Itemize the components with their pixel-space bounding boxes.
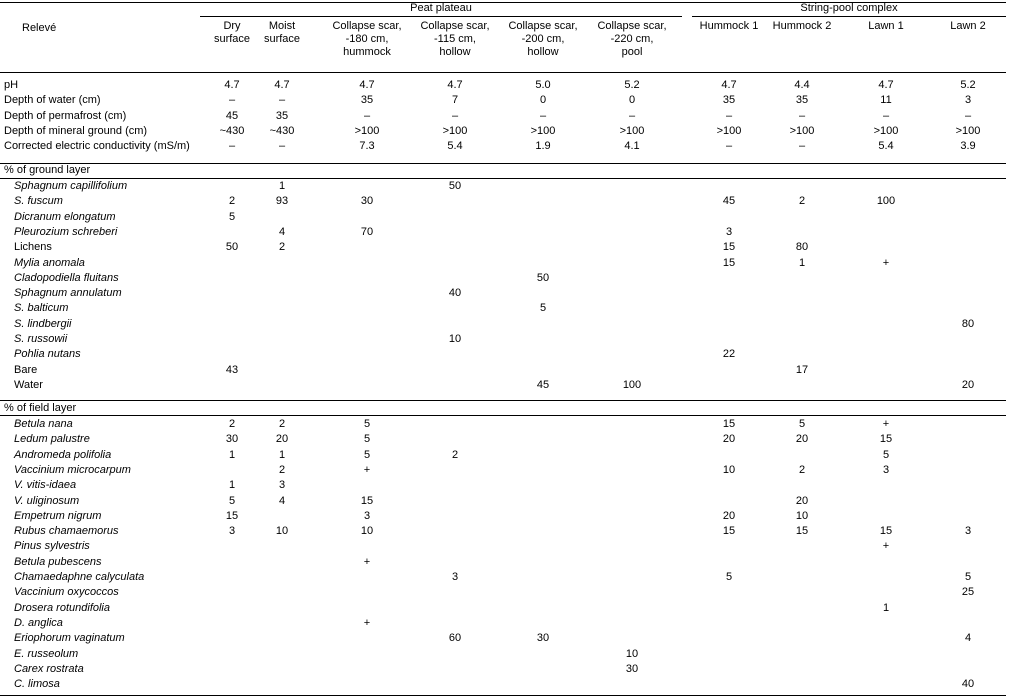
field-row-label: Pinus sylvestris bbox=[14, 540, 90, 553]
ground-row-cell: 2 bbox=[798, 195, 806, 208]
env-row-cell: – bbox=[363, 109, 371, 122]
env-row-cell: 5.4 bbox=[878, 140, 894, 153]
string-pool-rule bbox=[692, 16, 1006, 17]
field-row-cell: 1 bbox=[228, 479, 236, 492]
field-row-cell: + bbox=[882, 540, 890, 553]
field-row-label: Eriophorum vaginatum bbox=[14, 632, 125, 645]
field-row-cell: 3 bbox=[964, 525, 972, 538]
env-row-cell: – bbox=[228, 140, 236, 153]
ground-row-cell: 100 bbox=[876, 195, 896, 208]
field-row-cell: 30 bbox=[225, 433, 239, 446]
field-row-cell: 10 bbox=[360, 525, 374, 538]
env-row-cell: 5.2 bbox=[624, 79, 640, 91]
env-row-cell: 4.7 bbox=[359, 79, 375, 91]
field-row-label: Carex rostrata bbox=[14, 662, 84, 675]
column-header: Hummock 2 bbox=[772, 20, 832, 32]
ground-row-cell: 43 bbox=[225, 363, 239, 376]
column-header: Moist surface bbox=[263, 20, 301, 45]
ground-row-label: S. lindbergii bbox=[14, 317, 72, 330]
field-row-cell: 15 bbox=[722, 418, 736, 430]
group-peat-plateau: Peat plateau bbox=[410, 2, 472, 14]
field-row-label: Drosera rotundifolia bbox=[14, 601, 110, 614]
env-row-cell: – bbox=[882, 109, 890, 122]
ground-row-cell: 93 bbox=[275, 195, 289, 208]
env-row-cell: – bbox=[725, 140, 733, 153]
field-row-label: Andromeda polifolia bbox=[14, 448, 112, 461]
env-row-cell: – bbox=[278, 94, 286, 107]
env-row-cell: – bbox=[628, 109, 636, 122]
field-title-rule bbox=[0, 415, 1006, 416]
env-row-label: pH bbox=[4, 79, 19, 91]
field-row-label: C. limosa bbox=[14, 678, 60, 691]
ground-row-cell: 50 bbox=[225, 241, 239, 254]
ground-row-cell: 2 bbox=[278, 241, 286, 254]
field-row-cell: 10 bbox=[722, 463, 736, 476]
field-row-cell: 4 bbox=[964, 632, 972, 645]
field-row-cell: 20 bbox=[722, 509, 736, 522]
releve-label: Relevé bbox=[22, 22, 57, 34]
column-header: Lawn 1 bbox=[868, 20, 904, 32]
ground-row-cell: 22 bbox=[722, 348, 736, 361]
ground-row-label: Dicranum elongatum bbox=[14, 210, 116, 223]
peat-plateau-rule bbox=[200, 16, 682, 17]
env-row-cell: 35 bbox=[722, 94, 736, 107]
ground-row-label: Pohlia nutans bbox=[14, 348, 81, 361]
field-row-cell: 1 bbox=[228, 448, 236, 461]
field-row-label: V. uliginosum bbox=[14, 494, 80, 507]
env-row-cell: 4.7 bbox=[878, 79, 894, 91]
ground-row-label: Pleurozium schreberi bbox=[14, 225, 118, 238]
field-row-cell: 15 bbox=[879, 525, 893, 538]
field-row-label: Chamaedaphne calyculata bbox=[14, 571, 145, 583]
ground-row-cell: 50 bbox=[448, 180, 462, 192]
env-row-cell: >100 bbox=[716, 124, 742, 137]
field-row-cell: 5 bbox=[363, 433, 371, 446]
field-row-label: Betula nana bbox=[14, 418, 73, 430]
ground-row-cell: 17 bbox=[795, 363, 809, 376]
env-row-label: Depth of permafrost (cm) bbox=[4, 109, 127, 122]
ground-row-label: Bare bbox=[14, 363, 38, 376]
field-row-cell: + bbox=[363, 463, 371, 476]
env-row-cell: 7.3 bbox=[359, 140, 375, 153]
field-row-label: Empetrum nigrum bbox=[14, 509, 102, 522]
env-row-cell: 3.9 bbox=[960, 140, 976, 153]
field-row-cell: 5 bbox=[798, 418, 806, 430]
field-row-cell: 3 bbox=[363, 509, 371, 522]
field-row-cell: 3 bbox=[451, 571, 459, 583]
field-row-cell: 15 bbox=[879, 433, 893, 446]
ground-title-rule bbox=[0, 178, 1006, 179]
column-header: Collapse scar, -180 cm, hummock bbox=[332, 20, 402, 58]
field-row-cell: + bbox=[363, 616, 371, 629]
field-row-cell: + bbox=[882, 418, 890, 430]
column-header: Dry surface bbox=[213, 20, 251, 45]
field-row-cell: 5 bbox=[363, 418, 371, 430]
ground-row-cell: 2 bbox=[228, 195, 236, 208]
env-row-cell: >100 bbox=[789, 124, 815, 137]
field-row-label: Betula pubescens bbox=[14, 555, 102, 568]
column-header: Collapse scar, -220 cm, pool bbox=[597, 20, 667, 58]
field-row-label: D. anglica bbox=[14, 616, 63, 629]
env-row-cell: 1.9 bbox=[535, 140, 551, 153]
field-row-cell: 10 bbox=[275, 525, 289, 538]
env-row-cell: 5.4 bbox=[447, 140, 463, 153]
ground-row-cell: 40 bbox=[448, 287, 462, 300]
env-row-cell: 45 bbox=[225, 109, 239, 122]
field-row-label: Vaccinium oxycoccos bbox=[14, 586, 119, 599]
field-row-cell: 3 bbox=[278, 479, 286, 492]
header-bottom-rule bbox=[0, 72, 1006, 73]
ground-row-cell: + bbox=[882, 256, 890, 269]
ground-row-cell: 10 bbox=[448, 333, 462, 345]
field-row-cell: 1 bbox=[882, 601, 890, 614]
env-row-cell: 0 bbox=[539, 94, 547, 107]
field-row-cell: 60 bbox=[448, 632, 462, 645]
field-row-cell: 2 bbox=[278, 463, 286, 476]
field-row-cell: 30 bbox=[625, 662, 639, 675]
ground-row-cell: 5 bbox=[228, 210, 236, 223]
ground-row-cell: 80 bbox=[795, 241, 809, 254]
env-row-cell: >100 bbox=[354, 124, 380, 137]
env-row-cell: 0 bbox=[628, 94, 636, 107]
ground-row-label: Cladopodiella fluitans bbox=[14, 271, 119, 284]
column-header: Collapse scar, -115 cm, hollow bbox=[420, 20, 490, 58]
env-row-cell: 7 bbox=[451, 94, 459, 107]
field-row-cell: 15 bbox=[360, 494, 374, 507]
ground-row-cell: 50 bbox=[536, 271, 550, 284]
env-row-cell: ~430 bbox=[219, 124, 245, 137]
env-row-cell: 35 bbox=[275, 109, 289, 122]
env-row-cell: 4.7 bbox=[447, 79, 463, 91]
env-bottom-rule bbox=[0, 163, 1006, 164]
field-row-cell: 10 bbox=[795, 509, 809, 522]
env-row-cell: 4.1 bbox=[624, 140, 640, 153]
env-row-cell: – bbox=[539, 109, 547, 122]
field-row-cell: 5 bbox=[363, 448, 371, 461]
field-row-cell: 20 bbox=[795, 433, 809, 446]
column-header: Collapse scar, -200 cm, hollow bbox=[508, 20, 578, 58]
ground-bottom-rule bbox=[0, 400, 1006, 401]
field-row-cell: 15 bbox=[225, 509, 239, 522]
ground-row-label: S. balticum bbox=[14, 302, 69, 315]
table-bottom-rule bbox=[0, 695, 1006, 696]
env-row-cell: >100 bbox=[530, 124, 556, 137]
field-row-cell: + bbox=[363, 555, 371, 568]
field-row-label: Ledum palustre bbox=[14, 433, 90, 446]
ground-row-label: Sphagnum annulatum bbox=[14, 287, 122, 300]
env-row-cell: >100 bbox=[955, 124, 981, 137]
ground-row-cell: 3 bbox=[725, 225, 733, 238]
field-row-cell: 20 bbox=[795, 494, 809, 507]
field-row-cell: 3 bbox=[882, 463, 890, 476]
ground-row-cell: 45 bbox=[536, 378, 550, 391]
env-row-cell: >100 bbox=[873, 124, 899, 137]
env-row-cell: >100 bbox=[442, 124, 468, 137]
field-row-cell: 15 bbox=[795, 525, 809, 538]
field-row-cell: 30 bbox=[536, 632, 550, 645]
ground-row-label: S. fuscum bbox=[14, 195, 63, 208]
env-row-cell: 4.7 bbox=[224, 79, 240, 91]
field-row-cell: 2 bbox=[798, 463, 806, 476]
field-row-cell: 25 bbox=[961, 586, 975, 599]
field-row-cell: 10 bbox=[625, 647, 639, 660]
env-row-cell: 35 bbox=[795, 94, 809, 107]
ground-row-label: Water bbox=[14, 378, 43, 391]
ground-row-label: S. russowii bbox=[14, 333, 68, 345]
ground-row-cell: 4 bbox=[278, 225, 286, 238]
field-row-cell: 40 bbox=[961, 678, 975, 691]
ground-row-cell: 1 bbox=[278, 180, 286, 192]
env-row-cell: 5.0 bbox=[535, 79, 551, 91]
field-row-cell: 1 bbox=[278, 448, 286, 461]
env-row-label: Depth of mineral ground (cm) bbox=[4, 124, 148, 137]
field-row-cell: 15 bbox=[722, 525, 736, 538]
field-row-cell: 5 bbox=[228, 494, 236, 507]
env-row-cell: – bbox=[451, 109, 459, 122]
ground-row-cell: 15 bbox=[722, 256, 736, 269]
env-row-cell: 4.7 bbox=[274, 79, 290, 91]
env-row-cell: 5.2 bbox=[960, 79, 976, 91]
field-row-cell: 5 bbox=[882, 448, 890, 461]
field-row-cell: 20 bbox=[275, 433, 289, 446]
field-row-label: Vaccinium microcarpum bbox=[14, 463, 131, 476]
env-row-cell: 11 bbox=[880, 94, 892, 107]
field-row-label: V. vitis-idaea bbox=[14, 479, 77, 492]
ground-row-cell: 5 bbox=[539, 302, 547, 315]
group-string-pool: String-pool complex bbox=[800, 2, 898, 14]
ground-row-cell: 45 bbox=[722, 195, 736, 208]
field-row-cell: 3 bbox=[228, 525, 236, 538]
ground-row-cell: 30 bbox=[360, 195, 374, 208]
env-row-cell: – bbox=[964, 109, 972, 122]
ground-row-cell: 100 bbox=[622, 378, 642, 391]
field-row-cell: 2 bbox=[278, 418, 286, 430]
env-row-cell: – bbox=[798, 140, 806, 153]
field-row-cell: 4 bbox=[278, 494, 286, 507]
ground-row-label: Sphagnum capillifolium bbox=[14, 180, 128, 192]
env-row-label: Depth of water (cm) bbox=[4, 94, 101, 107]
ground-row-cell: 15 bbox=[722, 241, 736, 254]
env-row-label: Corrected electric conductivity (mS/m) bbox=[4, 140, 190, 153]
env-row-cell: – bbox=[725, 109, 733, 122]
field-row-cell: 2 bbox=[228, 418, 236, 430]
ground-row-cell: 1 bbox=[798, 256, 806, 269]
field-row-label: E. russeolum bbox=[14, 647, 79, 660]
env-row-cell: – bbox=[228, 94, 236, 107]
field-row-cell: 20 bbox=[722, 433, 736, 446]
ground-row-label: Mylia anomala bbox=[14, 256, 85, 269]
env-row-cell: 4.4 bbox=[794, 79, 810, 91]
env-row-cell: >100 bbox=[619, 124, 645, 137]
field-row-cell: 2 bbox=[451, 448, 459, 461]
field-row-cell: 5 bbox=[725, 571, 733, 583]
env-row-cell: – bbox=[798, 109, 806, 122]
env-row-cell: 4.7 bbox=[721, 79, 737, 91]
env-row-cell: 35 bbox=[360, 94, 374, 107]
column-header: Lawn 2 bbox=[950, 20, 986, 32]
column-header: Hummock 1 bbox=[699, 20, 759, 32]
env-row-cell: – bbox=[278, 140, 286, 153]
ground-row-cell: 20 bbox=[961, 378, 975, 391]
ground-row-cell: 70 bbox=[360, 225, 374, 238]
env-row-cell: 3 bbox=[964, 94, 972, 107]
field-row-label: Rubus chamaemorus bbox=[14, 525, 119, 538]
field-section-title: % of field layer bbox=[4, 402, 77, 414]
field-row-cell: 5 bbox=[964, 571, 972, 583]
ground-row-cell: 80 bbox=[961, 317, 975, 330]
env-row-cell: ~430 bbox=[269, 124, 295, 137]
ground-row-label: Lichens bbox=[14, 241, 52, 254]
ground-section-title: % of ground layer bbox=[4, 164, 91, 176]
